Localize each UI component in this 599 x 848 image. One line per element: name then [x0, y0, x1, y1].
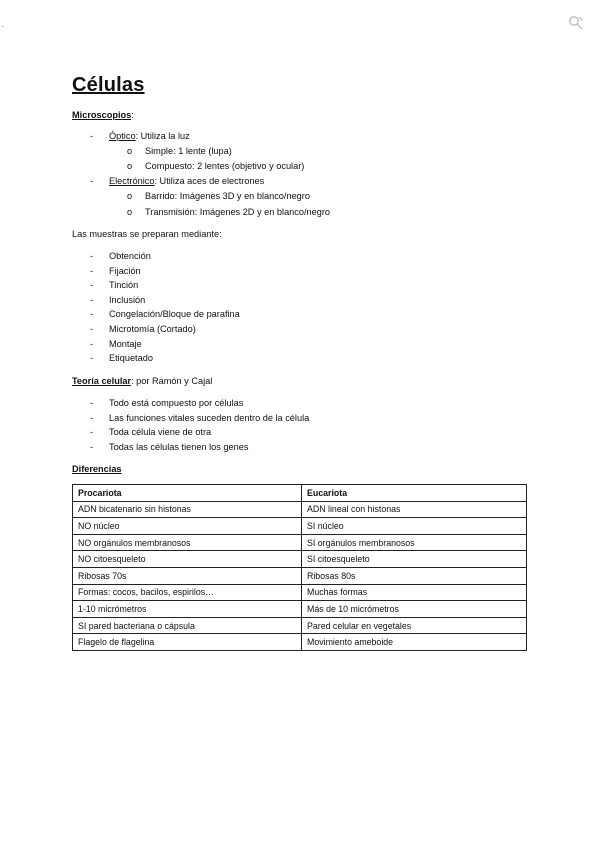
optico-item: Compuesto: 2 lentes (objetivo y ocular) [145, 161, 305, 171]
electronico-text: : Utiliza aces de electrones [154, 176, 265, 186]
table-row [73, 567, 527, 584]
table-row [73, 601, 527, 618]
electronico-item: Barrido: Imágenes 3D y en blanco/negro [145, 191, 310, 201]
table-cell: Formas: cocos, bacilos, espirilos… [73, 584, 302, 601]
table-cell: Más de 10 micrómetros [302, 601, 527, 618]
table-cell: Flagelo de flagelina [73, 634, 302, 651]
teoria-item: Las funciones vitales suceden dentro de la célula [109, 413, 310, 423]
table-row [73, 617, 527, 634]
table-cell: 1-10 micrómetros [73, 601, 302, 618]
optico-line [90, 130, 93, 142]
table-cell: SI orgánulos membranosos [302, 534, 527, 551]
table-cell: Ribosas 70s [73, 567, 302, 584]
table-row [73, 534, 527, 551]
muestras-item: Microtomía (Cortado) [109, 324, 196, 334]
microscopios-heading: Microscopios [72, 110, 132, 120]
microscopios-heading-line [72, 109, 134, 121]
table-row [73, 551, 527, 568]
pin-icon[interactable] [567, 14, 585, 32]
muestras-item: Tinción [109, 280, 139, 290]
dash-marker: - [90, 295, 94, 305]
muestras-item: Montaje [109, 339, 142, 349]
teoria-text: : por Ramón y Cajal [131, 376, 213, 386]
teoria-item: Toda célula viene de otra [109, 427, 212, 437]
bullet-marker: o [127, 146, 133, 156]
table-header-cell: Eucariota [302, 485, 527, 502]
table-cell: Muchas formas [302, 584, 527, 601]
optico-label: Óptico [109, 131, 136, 141]
table-cell: Movimiento ameboide [302, 634, 527, 651]
table-row [73, 501, 527, 518]
dash-marker: - [90, 398, 94, 408]
muestras-item: Inclusión [109, 295, 146, 305]
muestras-item: Fijación [109, 266, 141, 276]
muestras-item: Obtención [109, 251, 151, 261]
dash-marker: - [90, 353, 94, 363]
table-cell: SI núcleo [302, 518, 527, 535]
table-cell: Pared celular en vegetales [302, 617, 527, 634]
table-cell: Ribosas 80s [302, 567, 527, 584]
table-cell: NO núcleo [73, 518, 302, 535]
teoria-item: Todas las células tienen los genes [109, 442, 249, 452]
electronico-item: Transmisión: Imágenes 2D y en blanco/negro [145, 207, 331, 217]
table-cell: SI citoesqueleto [302, 551, 527, 568]
teoria-heading: Teoría celular [72, 376, 132, 386]
dash-marker: - [90, 339, 94, 349]
optico-text: : Utiliza la luz [135, 131, 190, 141]
dash-marker: - [90, 309, 94, 319]
muestras-item: Congelación/Bloque de parafina [109, 309, 240, 319]
corner-mark [2, 26, 3, 27]
table-header-cell: Procariota [73, 485, 302, 502]
page-title: Células [72, 74, 145, 96]
diferencias-table [72, 484, 527, 651]
table-row [73, 634, 527, 651]
bullet-marker: o [127, 207, 133, 217]
teoria-heading-line [72, 375, 212, 387]
electronico-label: Electrónico [109, 176, 155, 186]
dash-marker: - [90, 251, 94, 261]
electronico-text-line [109, 175, 264, 187]
optico-item: Simple: 1 lente (lupa) [145, 146, 232, 156]
table-header-row [73, 485, 527, 502]
dash-marker: - [90, 176, 94, 186]
optico-text-line [109, 130, 190, 142]
table-row [73, 518, 527, 535]
bullet-marker: o [127, 161, 133, 171]
dash-marker: - [90, 266, 94, 276]
muestras-item: Etiquetado [109, 353, 153, 363]
dash-marker: - [90, 131, 94, 141]
table-cell: NO citoesqueleto [73, 551, 302, 568]
dash-marker: - [90, 413, 94, 423]
diferencias-heading: Diferencias [72, 464, 122, 474]
table-cell: ADN bicatenario sin histonas [73, 501, 302, 518]
dash-marker: - [90, 324, 94, 334]
table-row [73, 584, 527, 601]
heading-colon: : [131, 110, 134, 120]
table-cell: ADN lineal con histonas [302, 501, 527, 518]
muestras-intro: Las muestras se preparan mediante: [72, 229, 222, 239]
table-cell: NO orgánulos membranosos [73, 534, 302, 551]
dash-marker: - [90, 427, 94, 437]
dash-marker: - [90, 280, 94, 290]
teoria-item: Todo está compuesto por células [109, 398, 244, 408]
bullet-marker: o [127, 191, 133, 201]
dash-marker: - [90, 442, 94, 452]
table-cell: SI pared bacteriana o cápsula [73, 617, 302, 634]
